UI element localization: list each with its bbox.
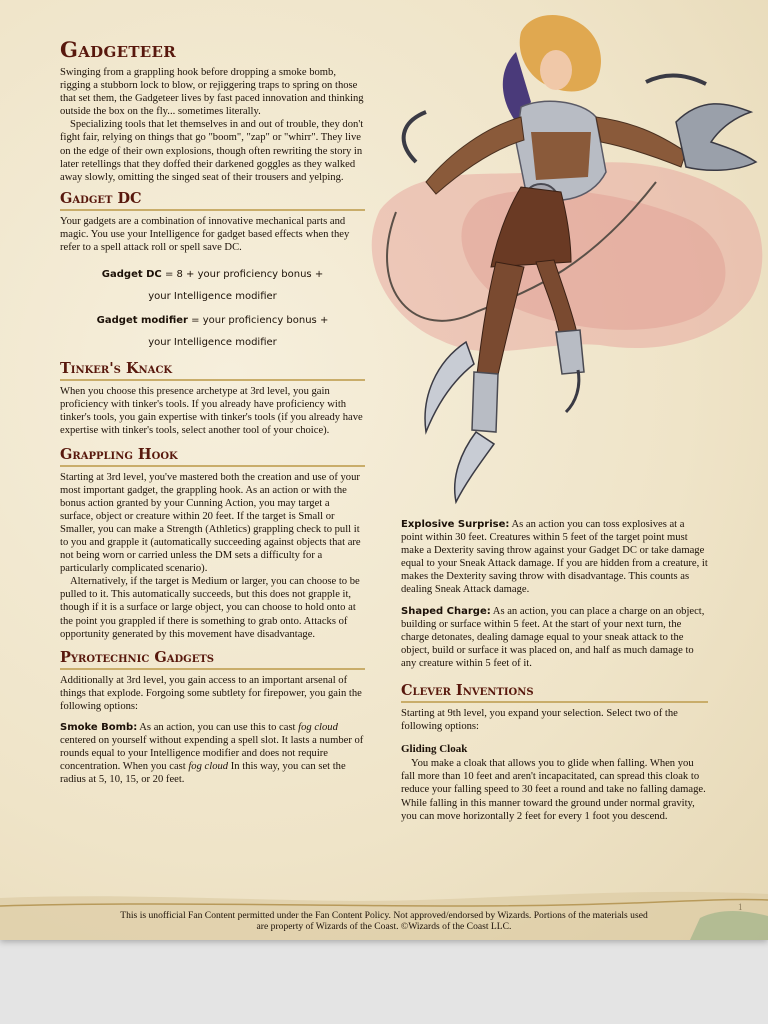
grappling-hook-paragraph-2: Alternatively, if the target is Medium or larger, you can choose to be pulled to it. This automatically succeeds, but this does not grapple it, though if it is a surface or large object, you can choose to hold onto at the point you grappled if there is something to grab onto. Attacks of opportunity generated by this movement have disadvantage. bbox=[60, 576, 360, 640]
gadget-modifier-formula-line2: your Intelligence modifier bbox=[148, 337, 277, 349]
section-heading-clever-inventions: Clever Inventions bbox=[401, 682, 708, 703]
smoke-bomb-text-a: As an action, you can use this to cast bbox=[137, 722, 299, 733]
clever-inventions-text: Starting at 9th level, you expand your selection. Select two of the following options: bbox=[401, 708, 678, 733]
page-title: Gadgeteer bbox=[60, 37, 177, 62]
gadget-modifier-formula-line1 bbox=[60, 310, 365, 332]
grappling-hook-paragraph-1: Starting at 3rd level, you've mastered both the creation and use of your most important gadget, the grappling hook. As an action or with the bonus action granted by your Cunning Action, you may target a surface, object or creature within 20 feet. If the target is Small or Smaller, you can make a Strength (Athletics) grappling check to pull it to you and grapple it (automatically succeeding against objects that are not being worn or carried unless the DM sets a difficulty for a particularly complicated scenario). bbox=[60, 471, 361, 575]
gadget-dc-formula-line1 bbox=[60, 264, 365, 286]
gadget-dc-formula-expression: = 8 + your proficiency bonus + bbox=[161, 269, 324, 281]
page-number: 1 bbox=[738, 902, 743, 912]
gadget-modifier-formula-label: Gadget modifier bbox=[96, 315, 188, 327]
smoke-bomb-label: Smoke Bomb: bbox=[60, 722, 138, 733]
gadget-dc-formula-line2: your Intelligence modifier bbox=[148, 291, 277, 303]
intro-paragraph-2: Specializing tools that let themselves in and out of trouble, they don't fight fair, relying on things that go "boom", "zap" or "whirr". They live on the edge of their own explosions, though often rewriting the story in later retellings that they doffed their darkened goggles as they walked away slowly, omitting the singed seat of their trousers and yelping. bbox=[60, 119, 364, 183]
shaped-charge-label: Shaped Charge: bbox=[401, 605, 491, 617]
section-heading-tinkers-knack: Tinker's Knack bbox=[60, 360, 365, 381]
section-heading-grappling-hook: Grappling Hook bbox=[60, 446, 365, 467]
footer-line-2: are property of Wizards of the Coast. ©Wizards of the Coast LLC. bbox=[256, 921, 512, 932]
section-heading-pyrotechnic-gadgets: Pyrotechnic Gadgets bbox=[60, 649, 365, 670]
gliding-cloak-heading: Gliding Cloak bbox=[401, 743, 468, 756]
gadget-dc-formula-label: Gadget DC bbox=[101, 269, 162, 281]
gliding-cloak-text: You make a cloak that allows you to glide when falling. When you fall more than 10 feet and aren't incapacitated, can spread this cloak to reduce your falling speed to 30 feet a round and take no falling damage. While falling in this manner toward the ground under normal gravity, you can move horizontally 2 feet for every 1 foot you descend. bbox=[401, 758, 706, 822]
gadgeteer-illustration bbox=[356, 12, 766, 507]
smoke-bomb-text-b: centered on yourself without expending a spell slot. It lasts a number of rounds equal to your Intelligence modifier and does not require concentration. When you cast bbox=[60, 735, 364, 773]
left-column bbox=[60, 38, 365, 786]
gadget-dc-text: Your gadgets are a combination of innovative mechanical parts and magic. You use your Intelligence for gadget based effects when they refer to a spell attack roll or spell save DC. bbox=[60, 215, 350, 254]
shaped-charge-paragraph bbox=[401, 605, 708, 670]
gadget-modifier-formula-expression: = your proficiency bonus + bbox=[188, 315, 329, 327]
smoke-bomb-paragraph bbox=[60, 721, 365, 786]
right-column bbox=[401, 518, 708, 823]
explosive-surprise-label: Explosive Surprise: bbox=[401, 519, 510, 530]
smoke-bomb-spell-2: fog cloud bbox=[188, 761, 229, 773]
footer-legal-text bbox=[40, 910, 728, 932]
tinkers-knack-text: When you choose this presence archetype at 3rd level, you gain proficiency with tinker's tools. If you already have proficiency with tinker's tools, you gain expertise with tinker's tools (if you already have expertise with tinker's tools, select another tool of your choice). bbox=[60, 386, 363, 437]
shaped-charge-text: As an action, you can place a charge on an object, building or surface within 5 feet. At the start of your next turn, the charge detonates, dealing damage equal to your sneak attack to the object, build or surface it was placed on, and half as much damage to any creature within 5 feet of it. bbox=[401, 605, 705, 669]
explosive-surprise-text: As an action you can toss explosives at a point within 30 feet. Creatures within 5 feet of the target point must make a Dexterity saving throw against your Gadget DC or take damage equal to your Sneak Attack damage. If you are hidden from a creature, it makes the Dexterity saving throw with disadvantage. This counts as dealing Sneak Attack damage. bbox=[401, 519, 708, 596]
section-heading-gadget-dc: Gadget DC bbox=[60, 190, 365, 211]
gadget-formulas bbox=[60, 264, 365, 354]
intro-paragraph-1: Swinging from a grappling hook before dropping a smoke bomb, rigging a stubborn lock to blow, or rejiggering traps to spring on those that set them, the Gadgeteer lives by fast paced innovation and thinking outside the box on the fly... sometimes literally. bbox=[60, 67, 364, 118]
footer-line-1: This is unofficial Fan Content permitted under the Fan Content Policy. Not approved/endorsed by Wizards. Portions of the materials used bbox=[120, 910, 648, 921]
pyrotechnic-text: Additionally at 3rd level, you gain access to an important arsenal of things that explode. Forgoing some subtlety for firepower, you gain the following options: bbox=[60, 674, 362, 712]
explosive-surprise-paragraph bbox=[401, 518, 708, 597]
smoke-bomb-text-c: In this way, you can set the radius at 5, 10, 15, or 20 feet. bbox=[60, 761, 346, 786]
smoke-bomb-spell-1: fog cloud bbox=[298, 722, 338, 733]
